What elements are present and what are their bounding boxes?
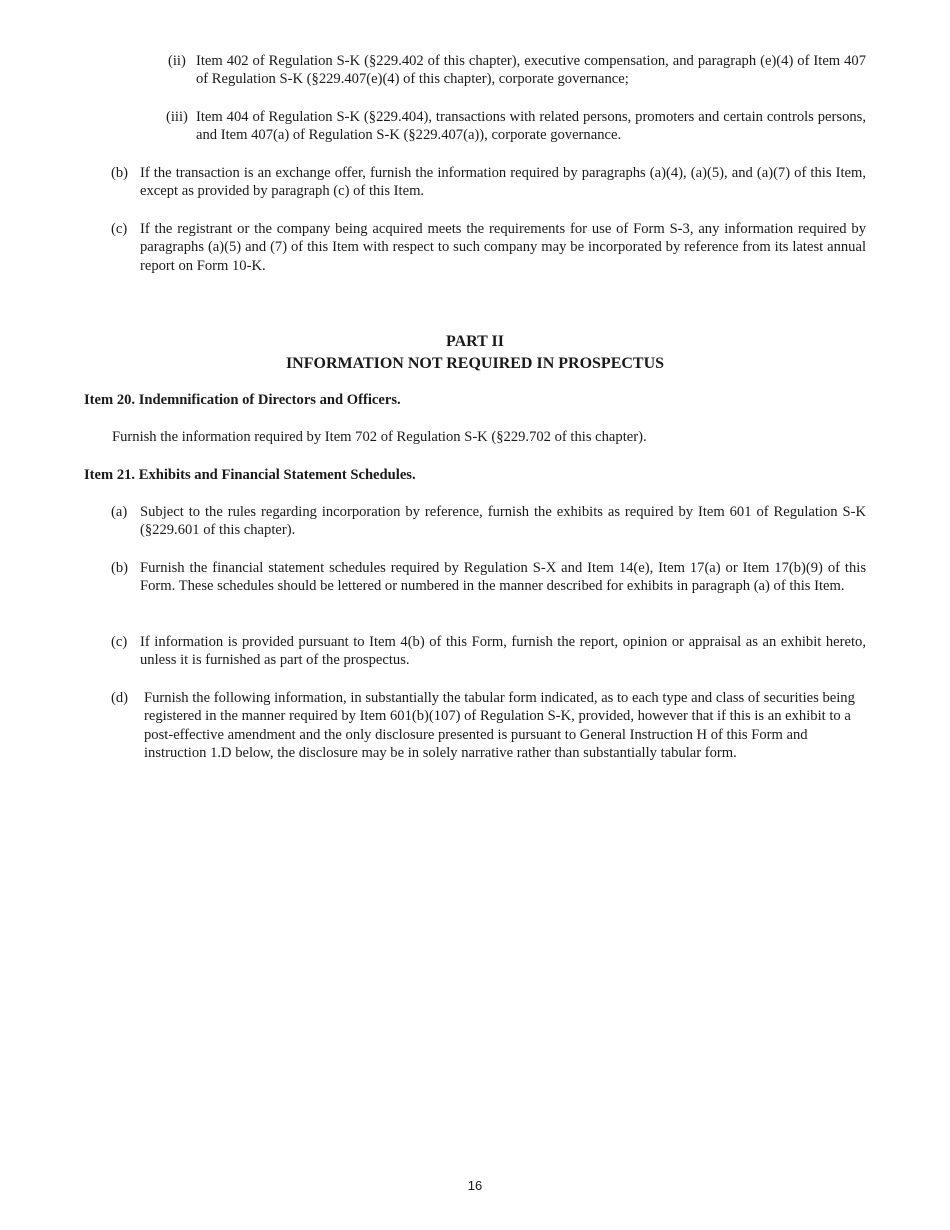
subitem-label: (ii) <box>168 53 186 69</box>
item21-paragraph-c <box>111 633 866 670</box>
part-subtitle: INFORMATION NOT REQUIRED IN PROSPECTUS <box>285 355 665 372</box>
paragraph-text: Furnish the financial statement schedules required by Regulation S-X and Item 14(e), Item 17(a) or Item 17(b)(9) of this Form. These schedules should be lettered or numbered in the manner described for exhibits in paragraph (a) of this Item. <box>140 560 866 595</box>
item21-paragraph-a <box>111 503 866 540</box>
paragraph-text: Furnish the following information, in substantially the tabular form indicated, as to each type and class of securities being registered in the manner required by Item 601(b)(107) of Regulation S-K, provided, however that if this is an exhibit to a post-effective amendment and the only disclosure presented is pursuant to General Instruction H of this Form and instruction 1.D below, the disclosure may be in solely narrative rather than substantially tabular form. <box>144 690 855 762</box>
item20-heading: Item 20. Indemnification of Directors and Officers. <box>84 392 401 408</box>
paragraph-label: (b) <box>111 560 129 576</box>
subitem-ii <box>168 52 866 89</box>
paragraph-text: Subject to the rules regarding incorporation by reference, furnish the exhibits as required by Item 601 of Regulation S-K (§229.601 of this chapter). <box>140 504 866 539</box>
item21-paragraph-d <box>111 689 858 763</box>
paragraph-text: If the registrant or the company being acquired meets the requirements for use of Form S-3, any information required by paragraphs (a)(5) and (7) of this Item with respect to such company may be incorporated by reference from its latest annual report on Form 10-K. <box>140 221 866 274</box>
paragraph-label: (c) <box>111 221 128 237</box>
page-number: 16 <box>467 1178 483 1193</box>
paragraph-text: If information is provided pursuant to Item 4(b) of this Form, furnish the report, opinion or appraisal as an exhibit hereto, unless it is furnished as part of the prospectus. <box>140 634 866 669</box>
paragraph-label: (b) <box>111 165 129 181</box>
part-title: PART II <box>446 333 504 350</box>
subitem-label: (iii) <box>166 109 188 125</box>
subitem-text: Item 402 of Regulation S-K (§229.402 of this chapter), executive compensation, and paragraph (e)(4) of Item 407 of Regulation S-K (§229.407(e)(4) of this chapter), corporate governance; <box>196 53 866 88</box>
item19-paragraph-c <box>111 220 866 275</box>
paragraph-label: (d) <box>111 690 129 706</box>
subitem-text: Item 404 of Regulation S-K (§229.404), transactions with related persons, promoters and certain controls persons, and Item 407(a) of Regulation S-K (§229.407(a)), corporate governance. <box>196 109 866 144</box>
item21-heading: Item 21. Exhibits and Financial Statement Schedules. <box>84 467 416 483</box>
paragraph-text: If the transaction is an exchange offer, furnish the information required by paragraphs (a)(4), (a)(5), and (a)(7) of this Item, except as provided by paragraph (c) of this Item. <box>140 165 866 200</box>
item20-text: Furnish the information required by Item 702 of Regulation S-K (§229.702 of this chapter). <box>112 429 647 445</box>
item21-paragraph-b <box>111 559 866 596</box>
paragraph-label: (c) <box>111 634 128 650</box>
subitem-iii <box>166 108 866 145</box>
paragraph-label: (a) <box>111 504 128 520</box>
item19-paragraph-b <box>111 164 866 201</box>
